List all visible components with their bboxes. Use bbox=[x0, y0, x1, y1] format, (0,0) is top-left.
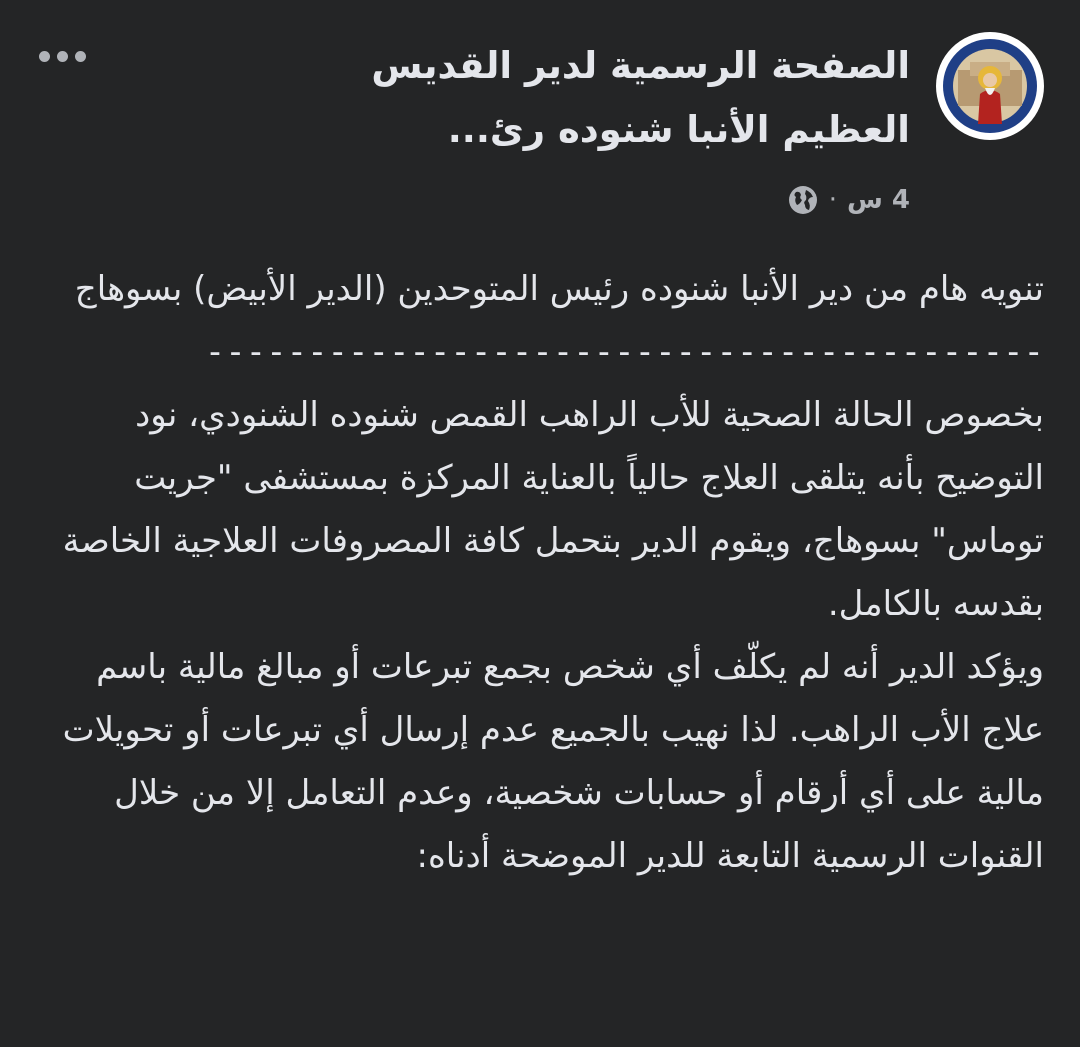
post-header bbox=[30, 30, 1050, 220]
more-options-button[interactable] bbox=[30, 36, 94, 76]
meta-separator: · bbox=[828, 185, 837, 215]
post-meta bbox=[787, 180, 910, 220]
page-avatar[interactable] bbox=[936, 32, 1044, 140]
page-name[interactable]: الصفحة الرسمية لدير القديس العظيم الأنبا شنوده رئ... bbox=[371, 44, 910, 151]
post-timestamp[interactable]: 4 س bbox=[846, 185, 910, 215]
monastery-logo-icon bbox=[936, 32, 1044, 140]
more-dots-icon bbox=[57, 51, 68, 62]
post-body bbox=[24, 258, 1044, 888]
globe-icon[interactable] bbox=[787, 184, 819, 216]
post-paragraph: ويؤكد الدير أنه لم يكلّف أي شخص بجمع تبرعات أو مبالغ مالية باسم علاج الأب الراهب. لذا نهيب بالجميع عدم إرسال أي تبرعات أو تحويلات مالية على أي أرقام أو حسابات شخصية، وعدم التعامل إلا من خلال القنوات الرسمية التابعة للدير الموضحة أدناه: bbox=[62, 647, 1044, 876]
more-dots-icon bbox=[39, 51, 50, 62]
post-heading: تنويه هام من دير الأنبا شنوده رئيس المتوحدين (الدير الأبيض) بسوهاج bbox=[74, 269, 1044, 309]
more-dots-icon bbox=[75, 51, 86, 62]
post-paragraph: بخصوص الحالة الصحية للأب الراهب القمص شنوده الشنودي، نود التوضيح بأنه يتلقى العلاج حالياً بالعناية المركزة بمستشفى "جريت توماس" بسوهاج، ويقوم الدير بتحمل كافة المصروفات العلاجية الخاصة بقدسه بالكامل. bbox=[62, 395, 1044, 624]
text-divider: ----------------------------------------- bbox=[204, 332, 1044, 372]
